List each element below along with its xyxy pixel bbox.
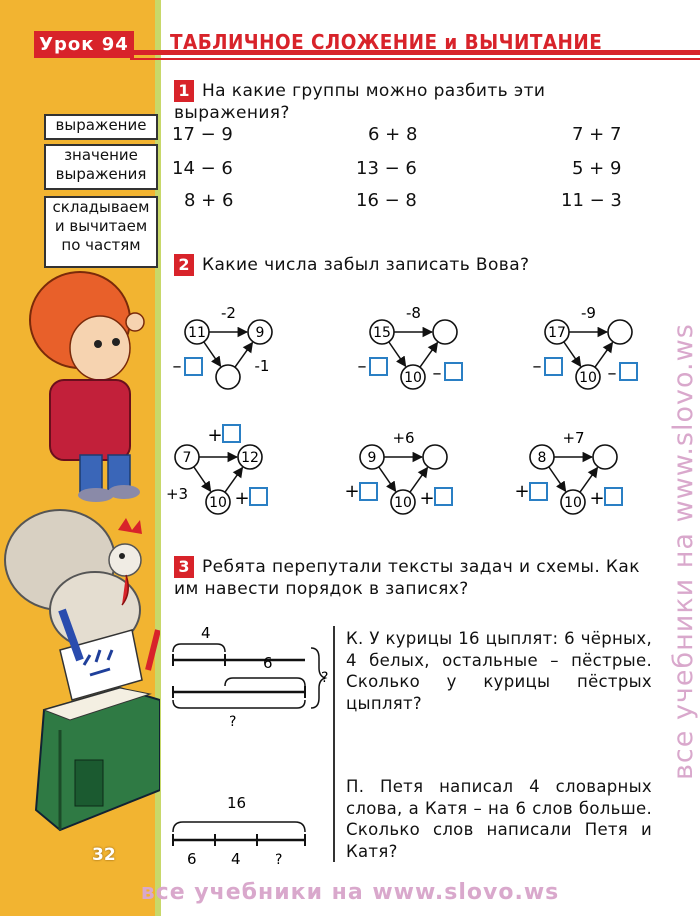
scheme2-c-label: ? — [275, 852, 283, 868]
story-p: П. Петя написал 4 словарных слова, а Катя – на 6 слов больше. Сколько слов написали Петя и Катя? — [346, 777, 652, 861]
scheme2-a-label: 6 — [187, 850, 197, 868]
diagram-top-label: -2 — [221, 304, 236, 322]
scheme-2 — [173, 794, 305, 868]
diagram-3 — [533, 304, 638, 389]
expression-3: 8 + 6 — [184, 190, 234, 211]
diagram-end-circle — [423, 445, 447, 469]
scheme2-top-label: 16 — [227, 794, 247, 812]
diagram-start-value: 11 — [188, 325, 206, 341]
expression-8: 5 + 9 — [572, 158, 622, 179]
expression-1: 17 − 9 — [172, 124, 233, 145]
diagram-end-circle — [608, 320, 632, 344]
illustration-boy-and-turkey — [0, 270, 160, 870]
diagram-end-circle — [433, 320, 457, 344]
diagram-6 — [514, 429, 622, 514]
diagram-left-sign: – — [172, 356, 182, 377]
diagram-bottom-value: 10 — [394, 495, 412, 511]
svg-text:все учебники на www.slovo.ws: все учебники на www.slovo.ws — [668, 323, 699, 780]
story-k: К. У курицы 16 цыплят: 6 чёрных, 4 белых, остальные – пёстрые. Сколько у курицы пёстрых цыплят? — [346, 629, 652, 713]
diagram-left-sign: + — [514, 481, 530, 502]
task1-question: На какие группы можно разбить эти выражения? — [174, 81, 546, 123]
diagram-left-label: +3 — [165, 485, 189, 503]
diagram-end-value: 12 — [241, 450, 259, 466]
header-rule-thin — [130, 58, 700, 60]
diagram-top-label: -9 — [581, 304, 596, 322]
diagram-bottom-value: 10 — [404, 370, 422, 386]
diagram-start-value: 9 — [367, 450, 377, 466]
page-title: ТАБЛИЧНОЕ СЛОЖЕНИЕ и ВЫЧИТАНИЕ — [170, 30, 603, 54]
answer-box — [185, 358, 202, 375]
diagram-right-sign: – — [432, 363, 442, 384]
answer-box — [370, 358, 387, 375]
diagram-left-sign: + — [344, 481, 360, 502]
answer-box — [435, 488, 452, 505]
diagram-end-circle — [593, 445, 617, 469]
task1-number: 1 — [174, 80, 194, 102]
diagram-start-value: 8 — [537, 450, 547, 466]
scheme1-top-label: 4 — [201, 624, 211, 642]
diagram-end-value: 9 — [255, 325, 265, 341]
answer-box — [445, 363, 462, 380]
page-number: 32 — [92, 845, 116, 865]
answer-box — [620, 363, 637, 380]
watermark-vertical — [650, 90, 700, 790]
expression-9: 11 − 3 — [561, 190, 622, 211]
answer-box — [530, 483, 547, 500]
expression-2: 14 − 6 — [172, 158, 233, 179]
watermark-bottom: все учебники на www.slovo.ws — [140, 880, 560, 905]
diagram-1 — [173, 304, 273, 389]
diagram-start-value: 7 — [182, 450, 192, 466]
diagram-top-label: -8 — [406, 304, 421, 322]
diagram-bottom-value: 10 — [209, 495, 227, 511]
scheme1-bottom-label: ? — [229, 714, 237, 730]
task2-question: Какие числа забыл записать Вова? — [202, 255, 530, 275]
diagram-right-sign: – — [607, 363, 617, 384]
diagram-bottom-circle — [216, 365, 240, 389]
task2-number: 2 — [174, 254, 194, 276]
label-expression: выражение — [44, 114, 158, 140]
answer-box — [360, 483, 377, 500]
label-parts: складываем и вычитаем по частям — [44, 196, 158, 268]
diagram-2 — [358, 304, 463, 389]
diagram-top-label: +6 — [392, 429, 415, 447]
task3-number: 3 — [174, 556, 194, 578]
book-illustration — [36, 688, 160, 830]
expression-7: 7 + 7 — [572, 124, 622, 145]
answer-box — [223, 425, 240, 442]
segment-schemes — [165, 620, 340, 880]
diagram-start-value: 15 — [373, 325, 391, 341]
diagram-right-label: -1 — [254, 357, 270, 375]
diagram-left-sign: – — [532, 356, 542, 377]
diagram-left-sign: – — [357, 356, 367, 377]
diagram-top-label: +7 — [562, 429, 585, 447]
expression-4: 6 + 8 — [368, 124, 418, 145]
expression-6: 16 − 8 — [356, 190, 417, 211]
diagram-start-value: 17 — [548, 325, 566, 341]
scheme2-b-label: 4 — [231, 850, 241, 868]
scheme-1 — [173, 624, 328, 730]
diagram-right-sign: + — [589, 488, 605, 509]
diagram-top-sign: + — [207, 425, 223, 446]
number-diagrams — [165, 285, 665, 535]
answer-box — [250, 488, 267, 505]
diagram-bottom-value: 10 — [579, 370, 597, 386]
boy-illustration — [30, 272, 144, 502]
answer-box — [605, 488, 622, 505]
diagram-4 — [166, 425, 267, 514]
lesson-badge: Урок 94 — [34, 31, 134, 58]
diagram-bottom-value: 10 — [564, 495, 582, 511]
scheme1-middle-label: 6 — [263, 654, 273, 672]
diagram-5 — [344, 429, 452, 514]
column-divider — [333, 626, 335, 862]
label-value: значение выражения — [44, 144, 158, 190]
diagram-right-sign: + — [419, 488, 435, 509]
expression-5: 13 − 6 — [356, 158, 417, 179]
answer-box — [545, 358, 562, 375]
diagram-right-sign: + — [234, 488, 250, 509]
turkey-illustration — [5, 510, 142, 648]
scheme1-side-label: ? — [321, 670, 329, 686]
task3-question: Ребята перепутали тексты задач и схемы. Как им навести порядок в записях? — [174, 557, 640, 599]
